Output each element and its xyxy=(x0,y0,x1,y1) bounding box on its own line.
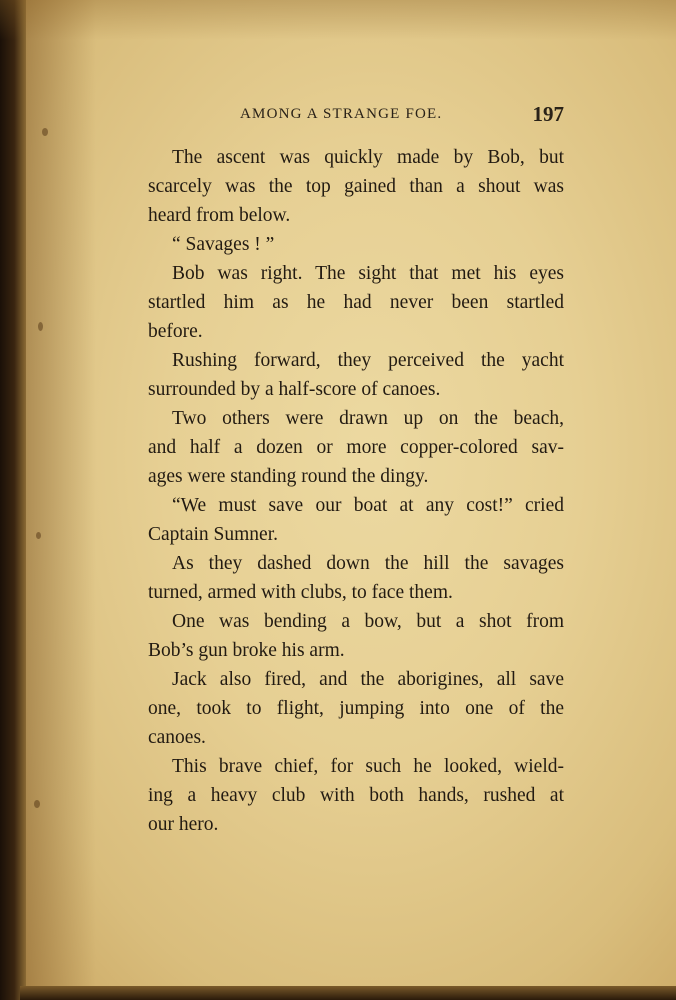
text-line: ages were standing round the dingy. xyxy=(148,466,429,487)
foxing-spot xyxy=(42,128,48,136)
text-line: Rushing forward, they perceived the yacht xyxy=(172,350,564,371)
text-line: Bob was right. The sight that met his eyes xyxy=(172,263,564,284)
text-line: ing a heavy club with both hands, rushed at xyxy=(148,785,564,806)
text-line: Jack also fired, and the aborigines, all save xyxy=(172,669,564,690)
text-line: and half a dozen or more copper-colored sav- xyxy=(148,437,564,458)
foxing-spot xyxy=(38,322,43,331)
book-spine xyxy=(0,0,26,1000)
text-line: startled him as he had never been startled xyxy=(148,292,564,313)
text-line: “We must save our boat at any cost!” cried xyxy=(172,495,564,516)
foxing-spot xyxy=(36,532,41,539)
top-edge-shadow xyxy=(0,0,676,40)
text-line: turned, armed with clubs, to face them. xyxy=(148,582,453,603)
text-line: our hero. xyxy=(148,814,219,835)
text-line: surrounded by a half-score of canoes. xyxy=(148,379,441,400)
text-line: scarcely was the top gained than a shout was xyxy=(148,176,564,197)
running-head: AMONG A STRANGE FOE. xyxy=(240,106,443,122)
text-line: This brave chief, for such he looked, wield- xyxy=(172,756,564,777)
text-line: heard from below. xyxy=(148,205,291,226)
text-line: before. xyxy=(148,321,203,342)
body-text xyxy=(148,143,564,839)
text-line: “ Savages ! ” xyxy=(172,234,275,255)
text-line: The ascent was quickly made by Bob, but xyxy=(172,147,564,168)
page-number: 197 xyxy=(532,102,564,126)
bottom-page-edge xyxy=(20,986,676,1000)
text-line: Captain Sumner. xyxy=(148,524,278,545)
page-header xyxy=(148,104,564,130)
gutter-shadow xyxy=(26,0,96,1000)
text-line: Bob’s gun broke his arm. xyxy=(148,640,345,661)
text-line: canoes. xyxy=(148,727,206,748)
text-line: As they dashed down the hill the savages xyxy=(172,553,564,574)
foxing-spot xyxy=(34,800,40,808)
text-line: one, took to flight, jumping into one of the xyxy=(148,698,564,719)
text-line: Two others were drawn up on the beach, xyxy=(172,408,564,429)
text-line: One was bending a bow, but a shot from xyxy=(172,611,564,632)
